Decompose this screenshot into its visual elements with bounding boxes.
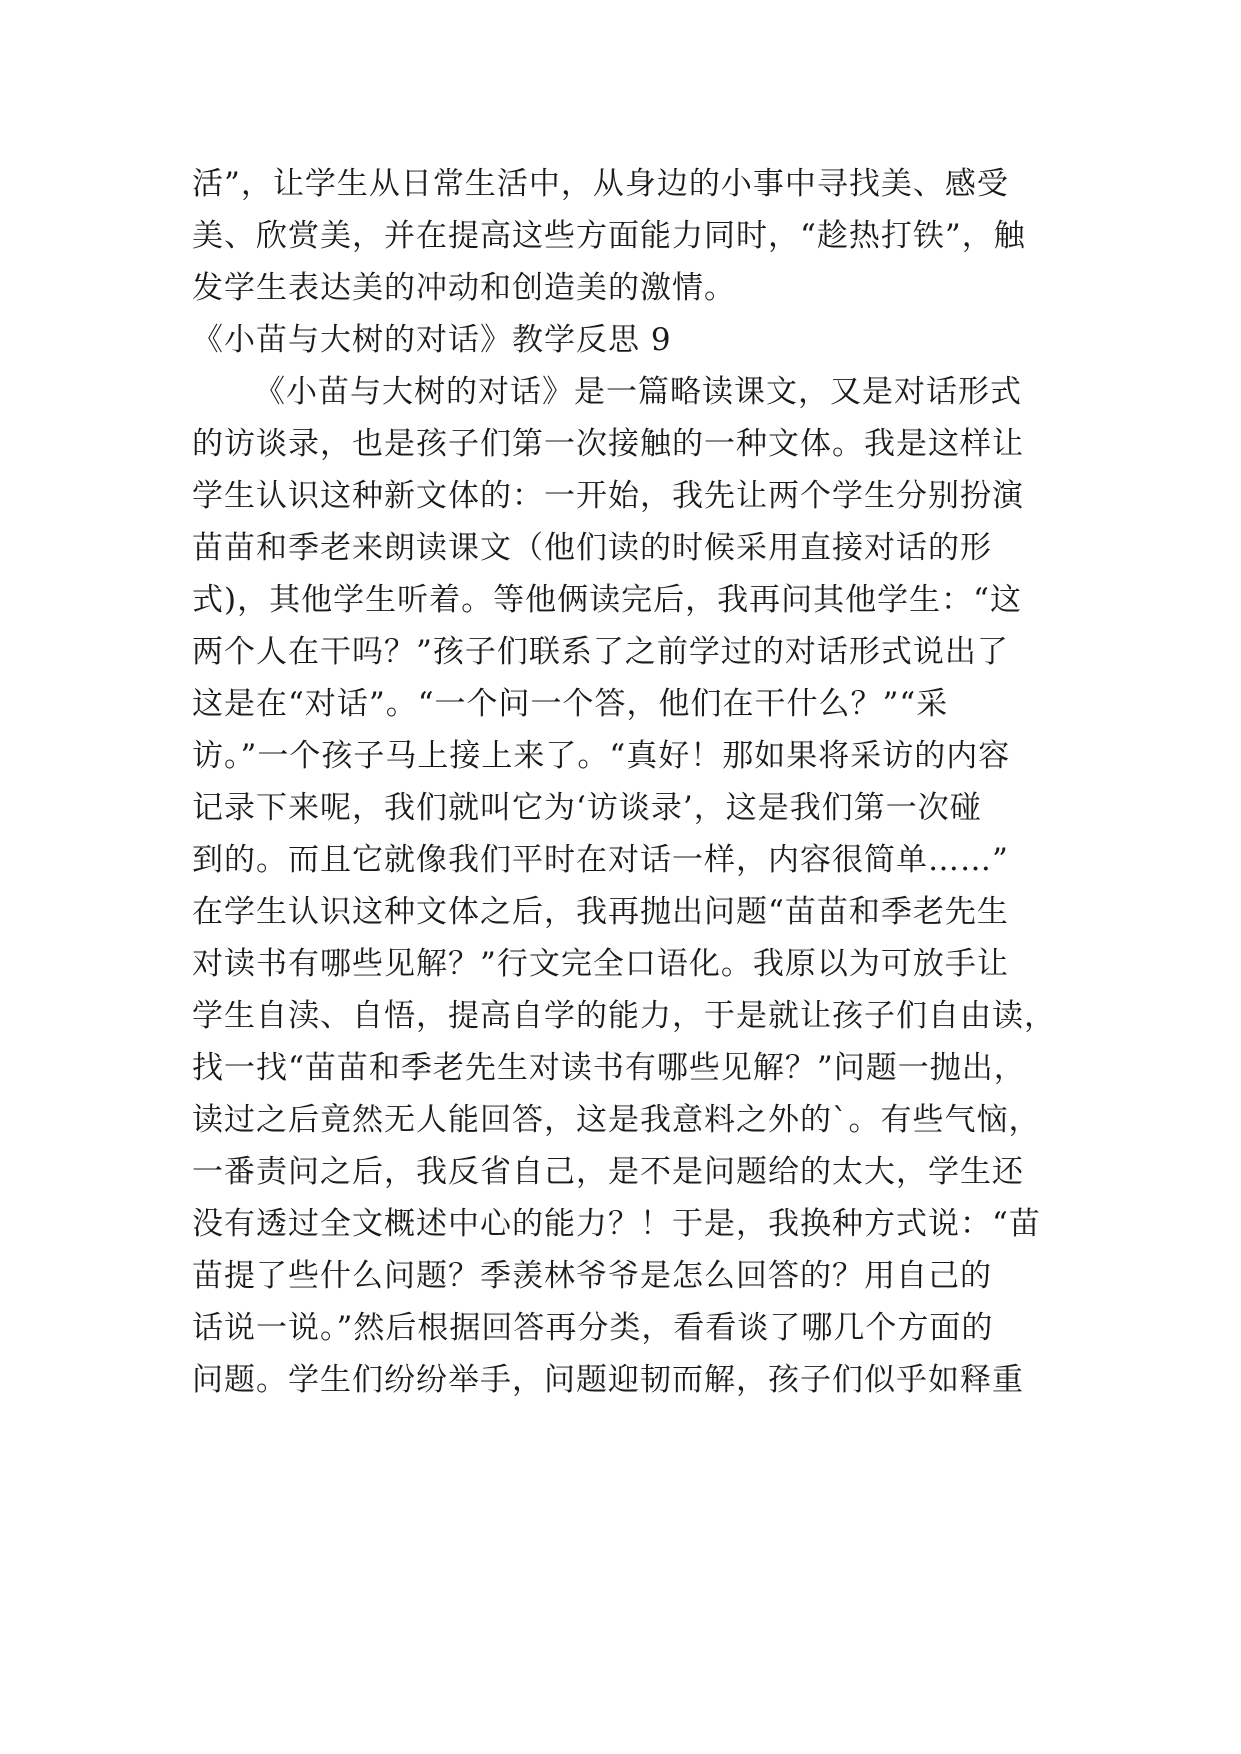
text-line: 学生自渎、自悟，提高自学的能力，于是就让孩子们自由读， (192, 998, 1056, 1034)
text-line: 苗提了些什么问题？季羡林爷爷是怎么回答的？用自己的 (192, 1258, 992, 1294)
text-line: 找一找“苗苗和季老先生对读书有哪些见解？”问题一抛出， (192, 1050, 1026, 1086)
text-line: 两个人在干吗？”孩子们联系了之前学过的对话形式说出了 (192, 634, 1009, 670)
text-line: 访。”一个孩子马上接上来了。“真好！那如果将采访的内容 (192, 738, 1011, 774)
text-line: 发学生表达美的冲动和创造美的激情。 (192, 270, 736, 306)
text-line: 读过之后竟然无人能回答，这是我意料之外的`。有些气恼， (192, 1102, 1041, 1138)
text-line: 《小苗与大树的对话》是一篇略读课文，又是对话形式 (254, 374, 1022, 410)
text-line: 记录下来呢，我们就叫它为‘访谈录’，这是我们第一次碰 (192, 790, 982, 826)
text-line: 美、欣赏美，并在提高这些方面能力同时，“趁热打铁”，触 (192, 218, 1026, 254)
text-line: 学生认识这种新文体的：一开始，我先让两个学生分别扮演 (192, 478, 1024, 514)
text-line: 这是在“对话”。“一个问一个答，他们在干什么？”“采 (192, 686, 949, 722)
section-title: 《小苗与大树的对话》教学反思 9 (192, 322, 672, 358)
text-line: 式)，其他学生听着。等他俩读完后，我再问其他学生：“这 (192, 582, 1022, 618)
continuation-paragraph (192, 158, 1072, 314)
text-line: 一番责问之后，我反省自己，是不是问题给的太大，学生还 (192, 1154, 1024, 1190)
text-line: 没有透过全文概述中心的能力？！于是，我换种方式说：“苗 (192, 1206, 1041, 1242)
text-line: 的访谈录，也是孩子们第一次接触的一种文体。我是这样让 (192, 426, 1024, 462)
text-line: 活”，让学生从日常生活中，从身边的小事中寻找美、感受 (192, 166, 1009, 202)
text-line: 问题。学生们纷纷举手，问题迎韧而解，孩子们似乎如释重 (192, 1362, 1024, 1398)
text-line: 对读书有哪些见解？”行文完全口语化。我原以为可放手让 (192, 946, 1009, 982)
text-line: 到的。而且它就像我们平时在对话一样，内容很简单……” (192, 842, 1009, 878)
text-line: 话说一说。”然后根据回答再分类，看看谈了哪几个方面的 (192, 1310, 994, 1346)
document-body (192, 158, 1072, 1406)
body-paragraph (192, 366, 1072, 1406)
text-line: 在学生认识这种文体之后，我再抛出问题“苗苗和季老先生 (192, 894, 1009, 930)
text-line: 苗苗和季老来朗读课文（他们读的时候采用直接对话的形 (192, 530, 992, 566)
